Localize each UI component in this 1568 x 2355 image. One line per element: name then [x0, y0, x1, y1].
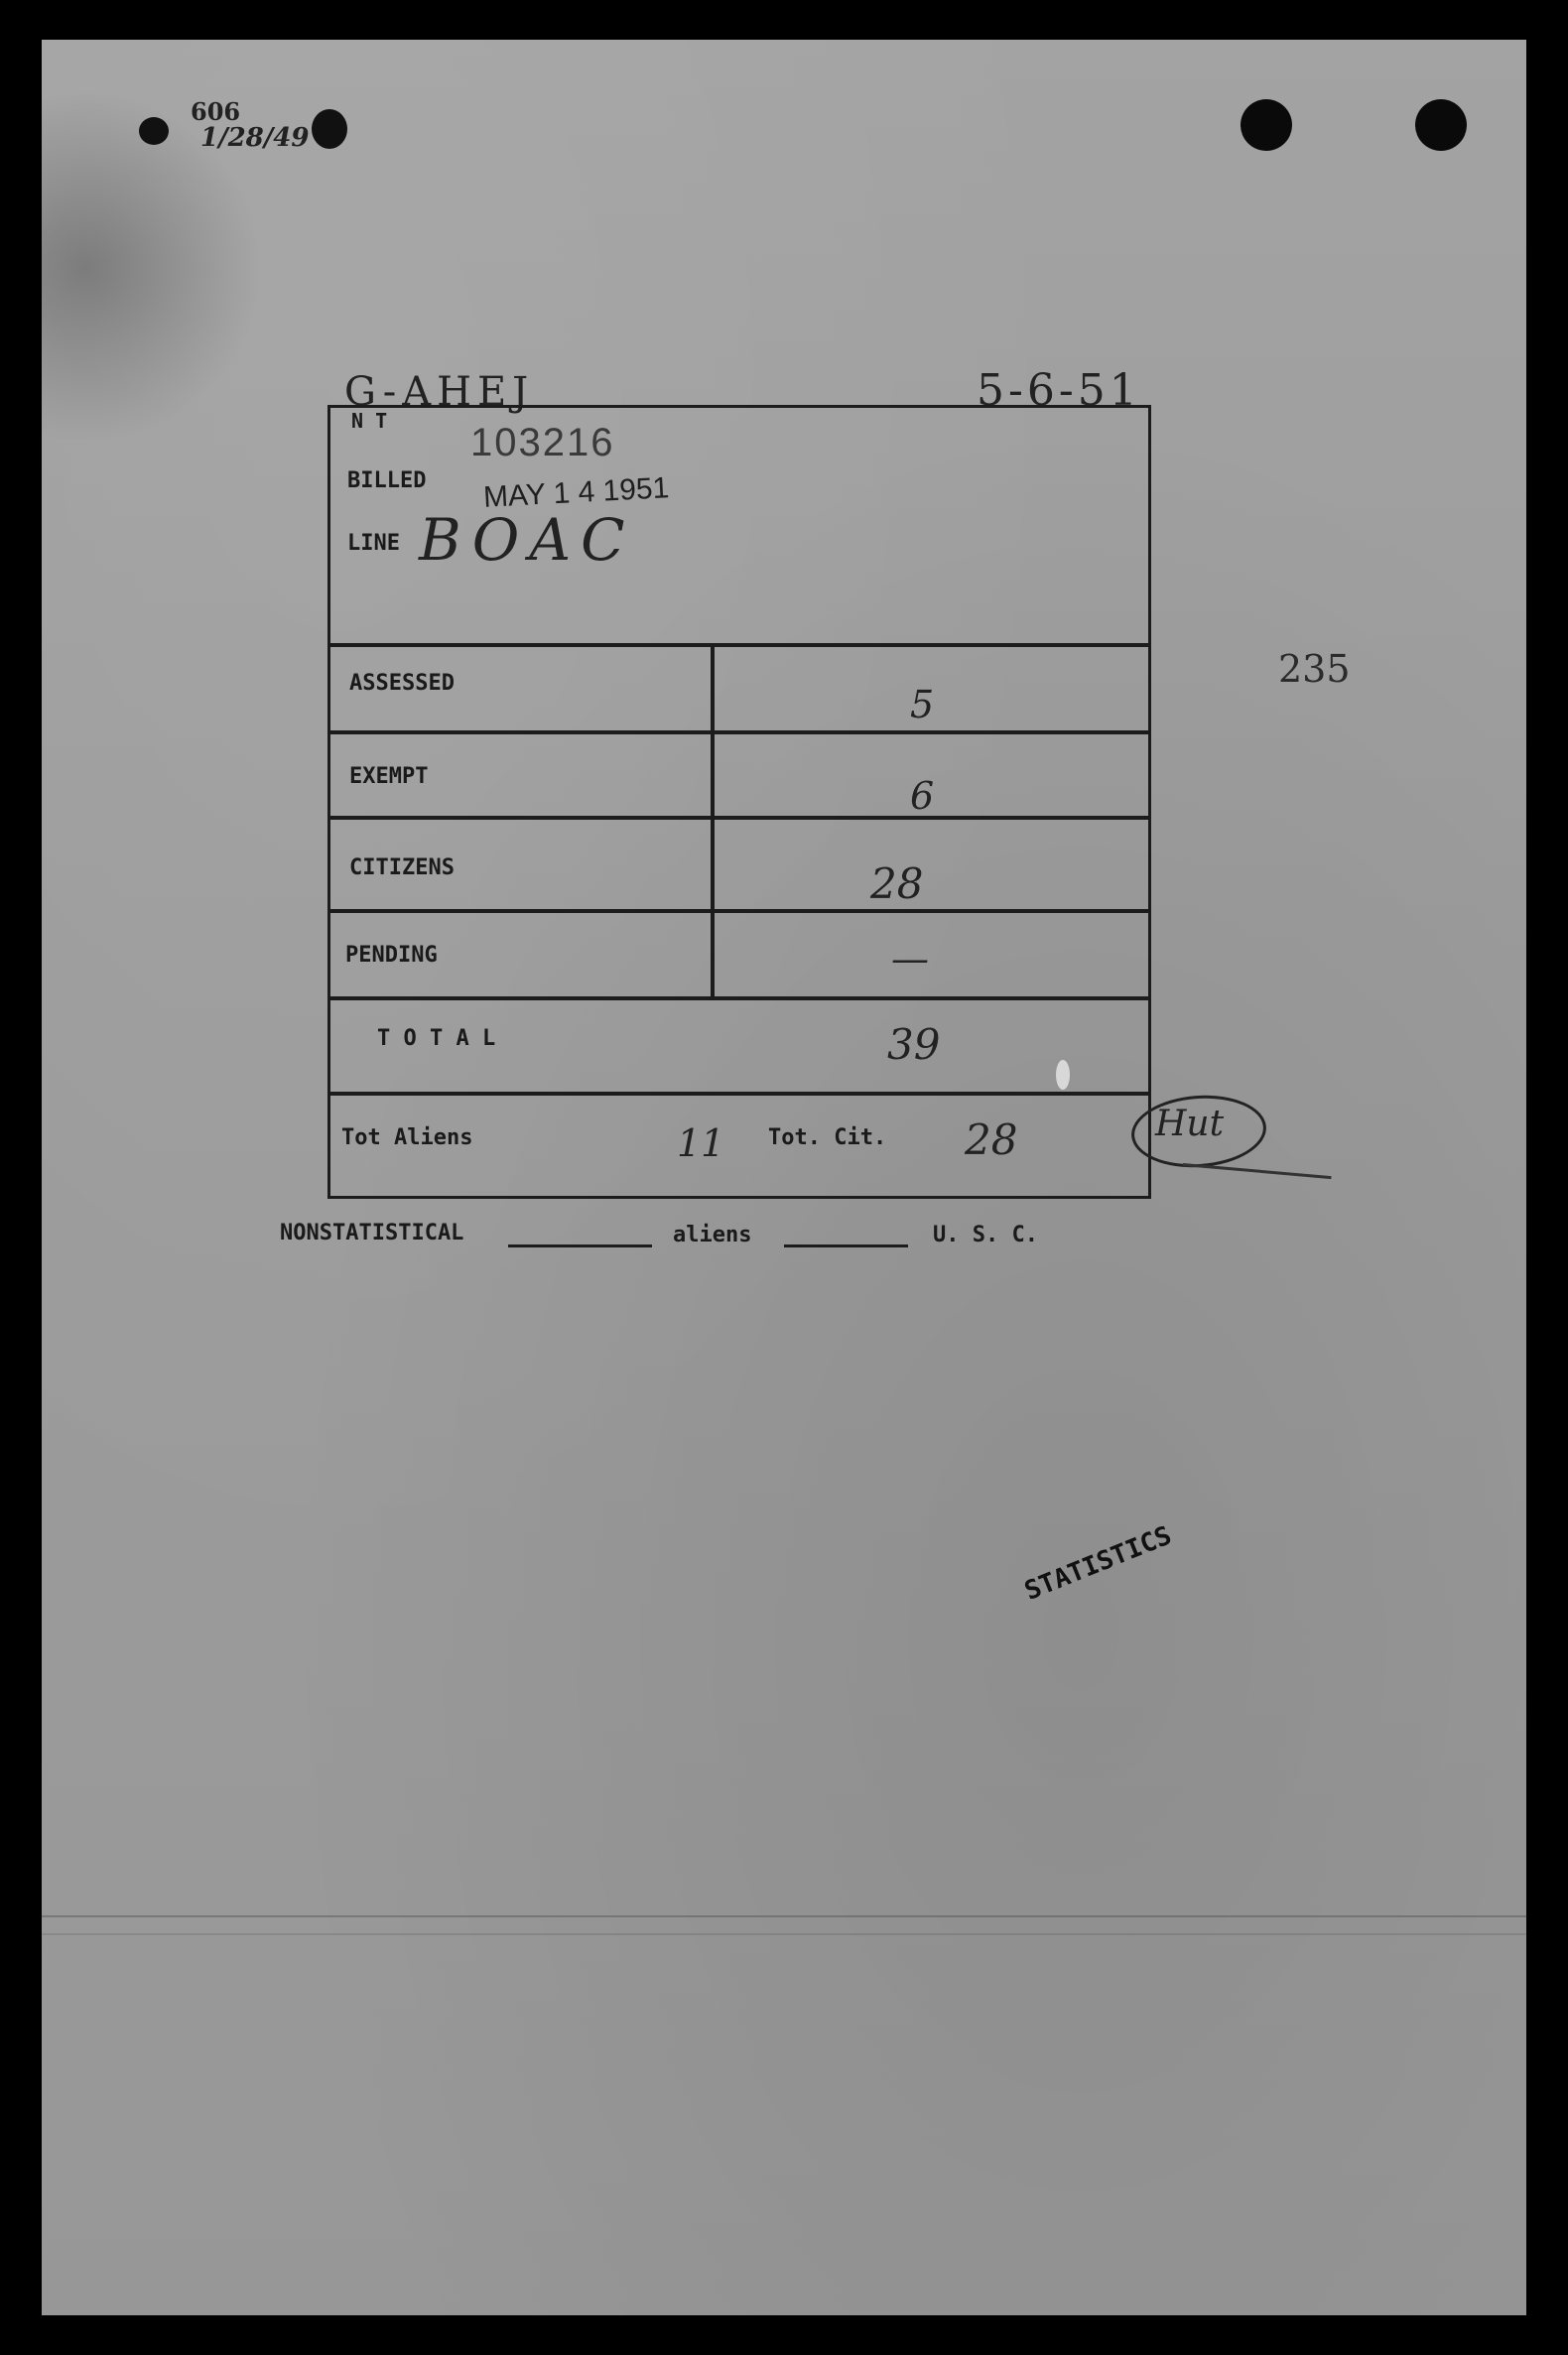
paper-speck	[1056, 1060, 1070, 1090]
corner-note-date: 1/28/49	[200, 123, 310, 153]
date-handwritten: 5-6-51	[977, 365, 1141, 416]
pending-label: PENDING	[345, 943, 438, 968]
punch-hole-right	[1415, 99, 1467, 151]
corner-note-number: 606	[191, 97, 241, 126]
corner-ink-blot-right	[312, 109, 347, 149]
scan-line	[42, 1915, 1526, 1917]
usc-label: U. S. C.	[933, 1223, 1038, 1247]
sheet-number: 235	[1278, 647, 1351, 691]
tot-cit-value: 28	[965, 1115, 1018, 1164]
billed-date-stamp: MAY 1 4 1951	[482, 471, 671, 514]
total-value: 39	[887, 1020, 941, 1069]
punch-hole-left	[1241, 99, 1292, 151]
registration-handwritten: G-AHEJ	[344, 369, 535, 415]
citizens-value: 28	[870, 859, 924, 908]
exempt-label: EXEMPT	[349, 764, 429, 789]
initials-handwritten: Hut	[1155, 1104, 1225, 1144]
citizens-label: CITIZENS	[349, 855, 455, 880]
form-divider-row3	[329, 909, 1149, 913]
corner-ink-blot	[139, 117, 169, 145]
nt-label: N T	[351, 409, 388, 433]
form-divider-top	[329, 643, 1149, 647]
scan-line-2	[42, 1933, 1526, 1935]
tot-cit-label: Tot. Cit.	[768, 1125, 887, 1150]
form-divider-total	[329, 1092, 1149, 1096]
initials-tail	[1183, 1163, 1332, 1179]
tot-aliens-label: Tot Aliens	[341, 1125, 473, 1150]
aliens-blank	[784, 1244, 908, 1247]
form-column-divider	[711, 643, 715, 998]
aliens-label: aliens	[673, 1223, 752, 1247]
total-label: T O T A L	[377, 1026, 496, 1051]
document-page	[42, 40, 1526, 2315]
billed-label: BILLED	[347, 468, 427, 493]
nt-number-stamp: 103216	[470, 421, 615, 464]
pending-value: —	[891, 937, 929, 981]
form-divider-row1	[329, 730, 1149, 734]
form-divider-row2	[329, 816, 1149, 820]
nonstatistical-label: NONSTATISTICAL	[280, 1221, 464, 1245]
assessed-label: ASSESSED	[349, 671, 455, 696]
exempt-value: 6	[910, 774, 935, 818]
line-airline-handwritten: BOAC	[419, 506, 635, 574]
statistics-stamp: STATISTICS	[1020, 1520, 1176, 1607]
line-label: LINE	[347, 531, 400, 556]
form-divider-row4	[329, 996, 1149, 1000]
nonstatistical-blank	[508, 1244, 652, 1247]
assessed-value: 5	[910, 683, 935, 726]
tot-aliens-value: 11	[677, 1121, 725, 1165]
